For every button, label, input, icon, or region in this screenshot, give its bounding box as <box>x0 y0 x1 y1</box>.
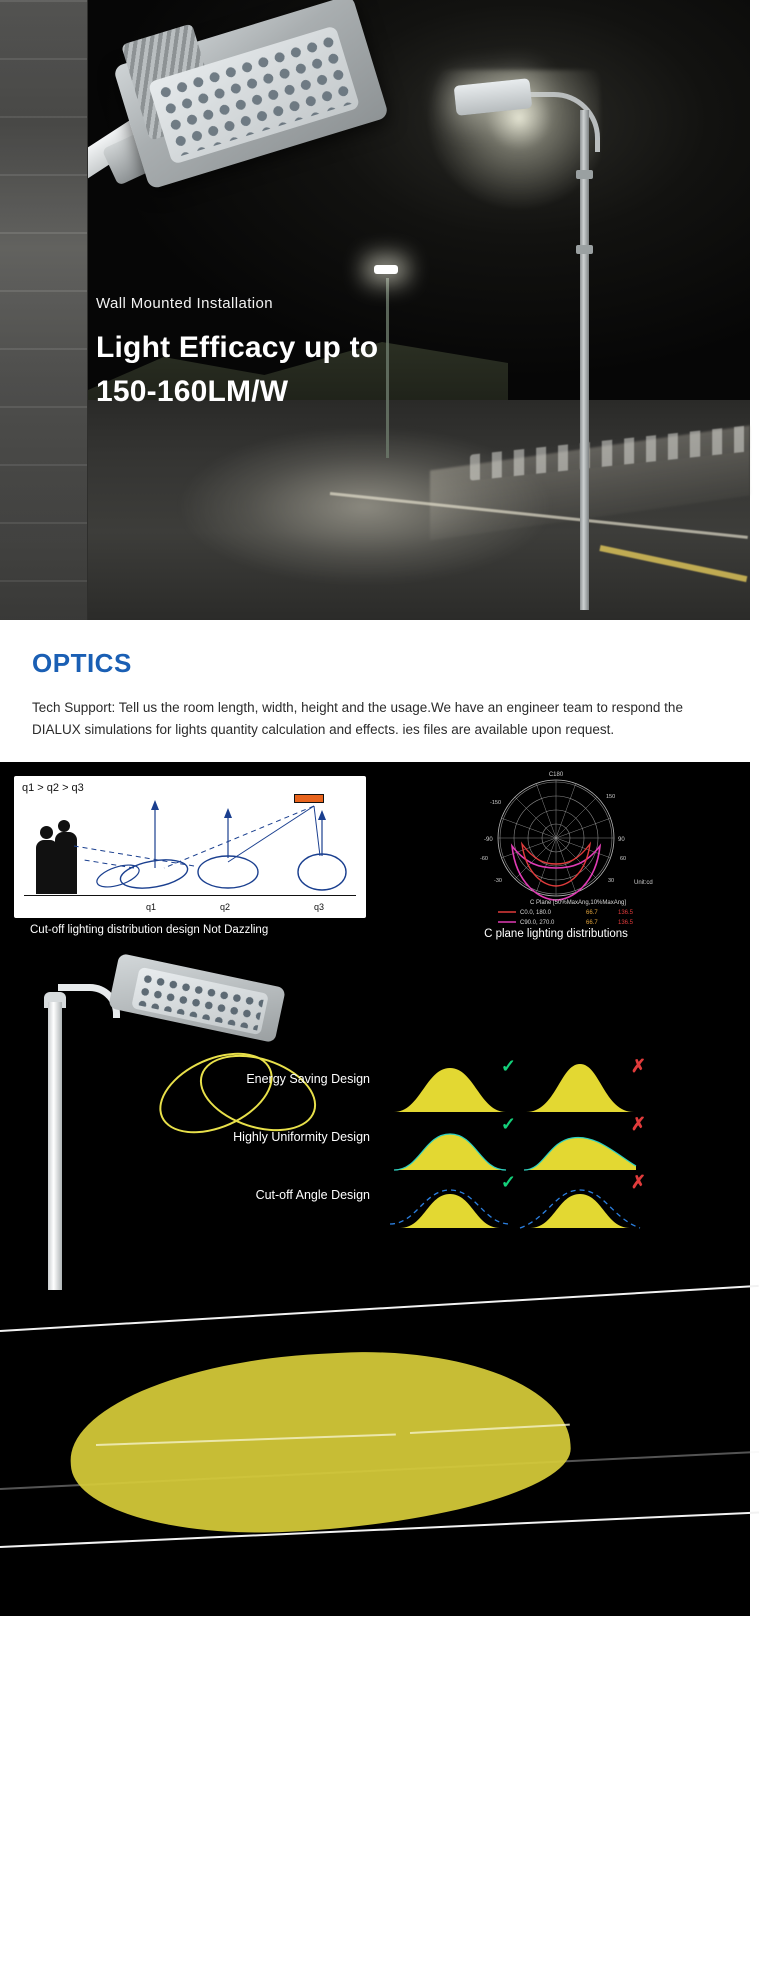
svg-text:C180: C180 <box>548 771 564 778</box>
cutoff-caption: Cut-off lighting distribution design Not Dazzling <box>30 923 269 936</box>
optics-paragraph-line-2: team to respond the DIALUX simulations for lights quantity calculation and effects. <box>32 700 683 738</box>
comparison-good-shape <box>390 1113 516 1174</box>
svg-text:C0.0, 180.0: C0.0, 180.0 <box>520 909 552 916</box>
check-icon: ✓ <box>500 1171 516 1192</box>
optics-heading: OPTICS <box>32 648 132 678</box>
comparison-bad-shape <box>520 1055 646 1116</box>
tick-q3: q3 <box>314 901 325 912</box>
cutoff-distribution-diagram <box>14 776 366 918</box>
svg-text:66.7: 66.7 <box>586 909 598 916</box>
svg-text:30: 30 <box>608 877 615 884</box>
svg-text:Unit:cd: Unit:cd <box>634 879 653 886</box>
svg-text:-150: -150 <box>490 799 502 806</box>
check-icon: ✓ <box>500 1113 516 1134</box>
comparison-bad-shape <box>520 1113 646 1174</box>
polar-chart-svg <box>378 771 734 928</box>
concrete-wall <box>0 0 88 620</box>
optics-paragraph-line-1: Tech Support: Tell us the room length, width, height and the usage.We have an engineer <box>32 700 560 715</box>
optics-section <box>0 620 750 762</box>
svg-text:-60: -60 <box>480 855 488 862</box>
street-pole <box>48 1002 62 1290</box>
floor-edge-top <box>0 1284 759 1331</box>
hero-title-line-2: 150-160LM/W <box>96 374 289 408</box>
svg-text:90: 90 <box>618 836 625 843</box>
tick-q1: q1 <box>146 901 157 912</box>
light-footprint-diagram <box>0 1292 750 1592</box>
svg-text:-30: -30 <box>494 877 502 884</box>
svg-text:136.5: 136.5 <box>618 919 634 926</box>
svg-text:60: 60 <box>620 855 627 862</box>
optics-paragraph <box>32 697 718 742</box>
hero-banner <box>0 0 750 620</box>
hero-kicker: Wall Mounted Installation <box>96 295 274 312</box>
ground-line <box>24 895 356 896</box>
luminaire-marker <box>294 794 324 803</box>
check-icon: ✓ <box>500 1055 516 1076</box>
mid-pole <box>580 110 589 610</box>
cross-icon: ✗ <box>630 1171 646 1192</box>
comparison-good-shape <box>390 1171 516 1232</box>
pole-band-upper <box>576 245 593 254</box>
svg-text:C Plane [50%MaxAng,10%MaxAn: C Plane [50%MaxAng,10%MaxAng] <box>530 899 627 906</box>
hero-title-line-1: Light Efficacy up to <box>96 331 379 364</box>
diagram-row-middle <box>0 962 750 1292</box>
svg-text:C90.0, 270.0: C90.0, 270.0 <box>520 919 555 926</box>
svg-text:150: 150 <box>606 793 616 800</box>
hero-text-block <box>96 295 378 413</box>
diagram-row-top <box>0 762 750 940</box>
road-light-pool <box>150 430 580 620</box>
tick-q2: q2 <box>220 901 231 912</box>
svg-text:66.7: 66.7 <box>586 919 598 926</box>
far-street-pole <box>386 278 389 458</box>
polar-distribution-chart <box>378 771 734 940</box>
comparison-label: Highly Uniformity Design <box>233 1129 370 1144</box>
optics-diagram-panel <box>0 762 750 1616</box>
svg-text:-90: -90 <box>484 836 493 843</box>
comparison-label: Energy Saving Design <box>246 1071 370 1086</box>
comparison-label: Cut-off Angle Design <box>255 1187 370 1202</box>
cross-icon: ✗ <box>630 1113 646 1134</box>
svg-text:136.5: 136.5 <box>618 909 634 916</box>
polar-caption: C plane lighting distributions <box>484 927 628 940</box>
cross-icon: ✗ <box>630 1055 646 1076</box>
wall-mounted-luminaire <box>60 18 380 268</box>
optics-paragraph-line-3: ies files are available upon request. <box>402 722 615 738</box>
comparison-bad-shape <box>520 1171 646 1232</box>
pole-band-lower <box>576 170 593 179</box>
inequality-label: q1 > q2 > q3 <box>22 781 84 794</box>
comparison-good-shape <box>390 1055 516 1116</box>
